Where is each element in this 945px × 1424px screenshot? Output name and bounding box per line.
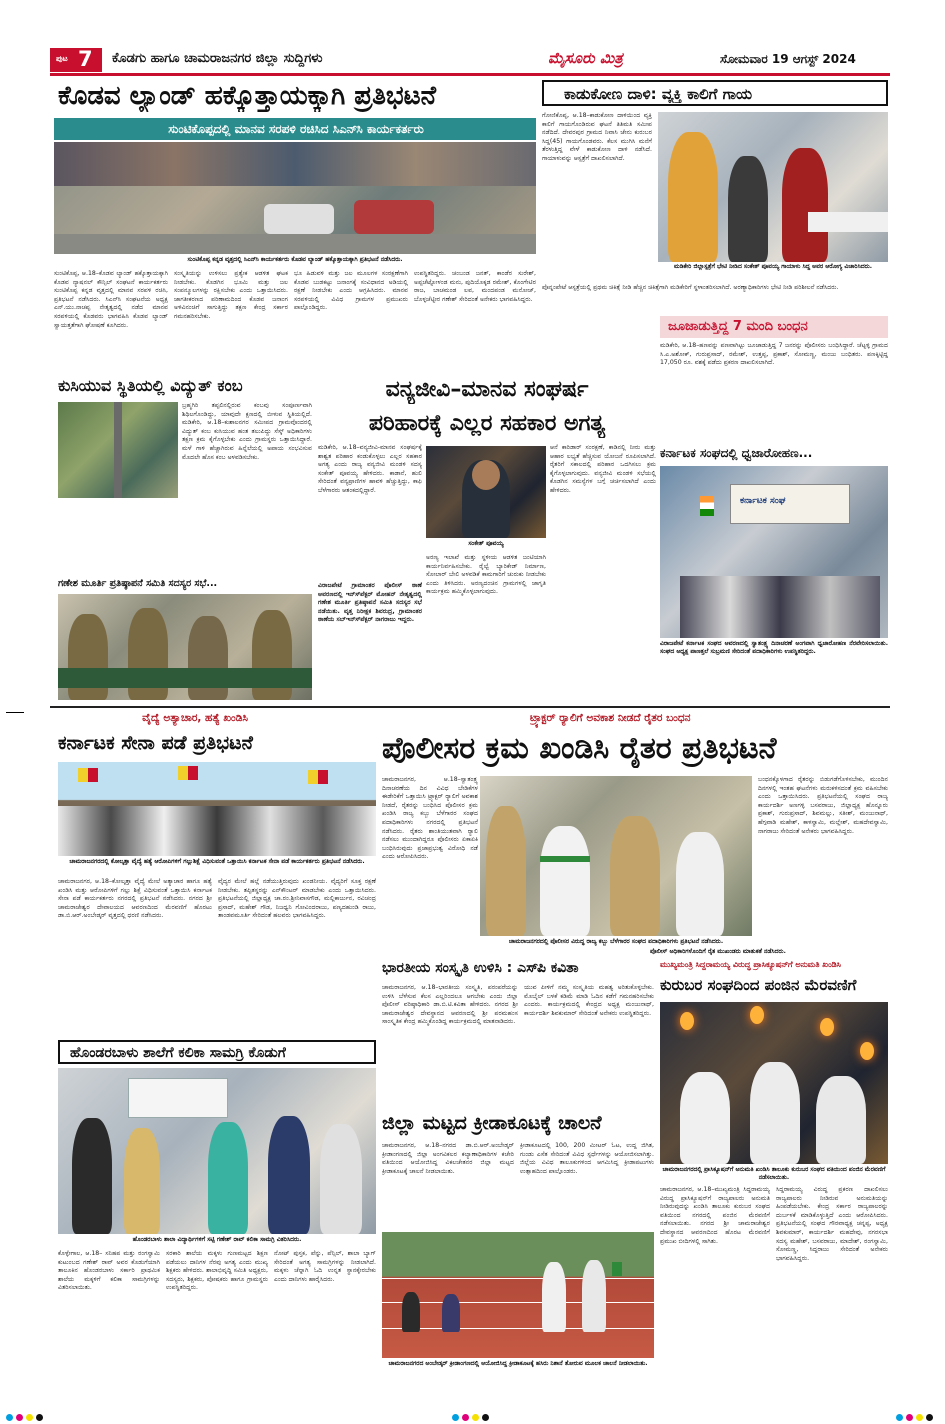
b5-body-col3: ನೋಟ್ ಪುಸ್ತಕ, ಪೆನ್ನು, ಪೆನ್ಸಿಲ್, ಶಾಲಾ ಬ್ಯಾಗ್ ಸೇರಿದಂತೆ ಅಗತ್ಯ ಸಾಮಗ್ರಿಗಳನ್ನು ನೀಡಲಾಗಿದೆ. ಮಕ್ಕಳು ಚೆನ್ನಾಗಿ ಓದಿ ಉನ್ನತ ಸ್ಥಾನಕ್ಕೇರಬೇಕು ಎಂದು ದಾನಿಗಳು ಹಾರೈಸಿದರು.	[274, 1250, 376, 1283]
b2-body-col1: ಚಾಮರಾಜನಗರ, ಆ.18–ಸ್ವಾತಂತ್ರ್ಯ ದಿನಾಚರಣೆಯ ದಿನ ವಿವಿಧ ಬೇಡಿಕೆಗಳ ಈಡೇರಿಕೆಗೆ ಒತ್ತಾಯಿಸಿ ಟ್ರ್ಯಾಕ್ಟರ್ ರ‍್ಯಾಲಿಗೆ ಅವಕಾಶ ನೀಡದೆ, ರೈತರನ್ನು ಬಂಧಿಸಿದ ಪೊಲೀಸರ ಕ್ರಮ ಖಂಡಿಸಿ ರಾಜ್ಯ ಕಬ್ಬು ಬೆಳೆಗಾರರ ಸಂಘದ ಪದಾಧಿಕಾರಿಗಳು ನಗರದಲ್ಲಿ ಪ್ರತಿಭಟನೆ ನಡೆಸಿದರು. ರೈತರು ಶಾಂತಿಯುತವಾಗಿ ರ‍್ಯಾಲಿ ನಡೆಸಲು ಮುಂದಾಗಿದ್ದರೂ ಪೊಲೀಸರು ಏಕಾಏಕಿ ಬಂಧಿಸಿರುವುದು ಪ್ರಜಾಪ್ರಭುತ್ವ ವಿರೋಧಿ ನಡೆ ಎಂದು ಆರೋಪಿಸಿದರು.	[382, 776, 478, 861]
b4-photo	[660, 1002, 888, 1164]
b2-photo	[480, 776, 752, 936]
a7-caption: ವಿರಾಜಪೇಟೆ ಗ್ರಾಮಾಂತರ ಪೊಲೀಸ್ ಠಾಣೆ ಆವರಣದಲ್ಲಿ ಇನ್ಸ್‍ಪೆಕ್ಟರ್ ಮೋಹನ್ ನೇತೃತ್ವದಲ್ಲಿ ಗಣೇಶ ಮೂರ್ತಿ ಪ್ರತಿಷ್ಠಾಪನೆ ಸಮಿತಿ ಸದಸ್ಯರ ಸಭೆ ನಡೆಯಿತು. ವೃತ್ತ ನಿರೀಕ್ಷಕ ಶಿವರುದ್ರ, ಗ್ರಾಮಾಂತರ ಠಾಣೆಯ ಸಬ್‍ಇನ್ಸ್‍ಪೆಕ್ಟರ್ ನಾಗರಾಜು ಇದ್ದರು.	[318, 582, 422, 624]
masthead-rule	[50, 73, 890, 76]
b4-caption: ಚಾಮರಾಜನಗರದಲ್ಲಿ ಪ್ರಾಸಿಕ್ಯೂಷನ್‍ಗೆ ಅನುಮತಿ ಖಂಡಿಸಿ ತಾಲೂಕು ಕುರುಬರ ಸಂಘದ ವತಿಯಿಂದ ಪಂಜಿನ ಮೆರವಣಿಗೆ ನಡೆಸಲಾಯಿತು.	[662, 1166, 886, 1181]
b5-body-col1: ಕೊಳ್ಳೇಗಾಲ, ಆ.18– ಸನಿಹಪ ಮತ್ತು ರಂಗಸ್ವಾಮಿ ಕುಟುಂಬದ ಗಣೇಶ್ ರಾವ್ ಅವರ ಕೊಡುಗೆಯಾಗಿ ತಾಲೂಕಿನ ಹೊಂಡರಬಾಳು ಸರ್ಕಾರಿ ಪ್ರಾಥಮಿಕ ಶಾಲೆಯ ಮಕ್ಕಳಿಗೆ ಕಲಿಕಾ ಸಾಮಗ್ರಿಗಳನ್ನು ವಿತರಿಸಲಾಯಿತು.	[58, 1250, 160, 1292]
a2-photo	[658, 112, 888, 262]
b1-kicker: ವೈದ್ಯೆ ಅತ್ಯಾಚಾರ, ಹತ್ಯೆ ಖಂಡಿಸಿ	[142, 712, 248, 724]
page-number-badge	[50, 48, 102, 72]
a4-caption: ವಿರಾಜಪೇಟೆ ಕರ್ನಾಟಕ ಸಂಘದ ಆವರಣದಲ್ಲಿ ಸ್ವಾತಂತ್ರ್ಯ ದಿನಾಚರಣೆ ಅಂಗವಾಗಿ ಧ್ವಜಾರೋಹಣ ನೆರವೇರಿಸಲಾಯಿತು. ಸಂಘದ ಅಧ್ಯಕ್ಷ ಪಾಣತ್ತಲೆ ಸುಬ್ರಮಣಿ ಸೇರಿದಂತೆ ಪದಾಧಿಕಾರಿಗಳು ಉಪಸ್ಥಿತರಿದ್ದರು.	[660, 640, 888, 655]
a1-photo	[54, 142, 536, 254]
a6-headline-line2: ಪರಿಹಾರಕ್ಕೆ ಎಲ್ಲರ ಸಹಕಾರ ಅಗತ್ಯ	[368, 411, 606, 436]
b2-caption2: ಪೊಲೀಸ್ ಅಧಿಕಾರಿಗಳೊಂದಿಗೆ ರೈತ ಮುಖಂಡರು ಮಾತುಕತೆ ನಡೆಸಿದರು.	[650, 948, 786, 955]
b5-headline: ಹೊಂಡರಬಾಳು ಶಾಲೆಗೆ ಕಲಿಕಾ ಸಾಮಗ್ರಿ ಕೊಡುಗೆ	[70, 1045, 286, 1061]
b3-headline: ಭಾರತೀಯ ಸಂಸ್ಕೃತಿ ಉಳಿಸಿ : ಎಸ್‍ಪಿ ಕವಿತಾ	[382, 960, 579, 976]
a1-body-col3: ಭೂ ಹಿಡುವಳಿ ಮತ್ತು ಜಲ ಮೂಲಗಳ ಸಂರಕ್ಷಣೆಗಾಗಿ ಕೊಡವ ಬುಡಕಟ್ಟು ಜನಾಂಗಕ್ಕೆ ಸಂವಿಧಾನದ ಅಡಿಯಲ್ಲಿ ರಕ್ಷಣೆ ನೀಡಬೇಕು ಎಂದು ಆಗ್ರಹಿಸಿದರು. ಮಾನವ ಸರಪಳಿಯಲ್ಲಿ ವಿವಿಧ ಗ್ರಾಮಗಳ ಪ್ರಮುಖರು ಪಾಲ್ಗೊಂಡಿದ್ದರು.	[294, 270, 408, 312]
a7-photo	[58, 594, 312, 700]
issue-date: ಸೋಮವಾರ 19 ಆಗಸ್ಟ್ 2024	[720, 52, 856, 66]
b2-body-col3: ಬಂಧನಕ್ಕೊಳಗಾದ ರೈತರನ್ನು ಬಿಡುಗಡೆಗೊಳಿಸಬೇಕು, ಮುಂದಿನ ದಿನಗಳಲ್ಲಿ ಇಂತಹ ಘಟನೆಗಳು ಮರುಕಳಿಸದಂತೆ ಕ್ರಮ ವಹಿಸಬೇಕು ಎಂದು ಒತ್ತಾಯಿಸಿದರು. ಪ್ರತಿಭಟನೆಯಲ್ಲಿ ಸಂಘದ ರಾಜ್ಯ ಕಾರ್ಯದರ್ಶಿ ಅಣಗಳ್ಳಿ ಬಸವರಾಜು, ಜಿಲ್ಲಾಧ್ಯಕ್ಷ ಹೊನ್ನೂರು ಪ್ರಕಾಶ್, ಗುರುಪ್ರಸಾದ್, ಶಿವಮಲ್ಲು, ಸತೀಶ್, ಮಂಜುನಾಥ್, ಹೆಗ್ಗವಾಡಿ ಮಹೇಶ್, ಕಾಳಸ್ವಾಮಿ, ಮಲ್ಲೇಶ್, ಮಹದೇವಸ್ವಾಮಿ, ನಾಗರಾಜು ಸೇರಿದಂತೆ ಅನೇಕರು ಭಾಗವಹಿಸಿದ್ದರು.	[758, 776, 888, 835]
a6-body-col2: ಅರಣ್ಯ ಇಲಾಖೆ ಮತ್ತು ಸ್ಥಳೀಯ ಆಡಳಿತ ಜಂಟಿಯಾಗಿ ಕಾರ್ಯನಿರ್ವಹಿಸಬೇಕು. ರೈಲ್ವೆ ಬ್ಯಾರಿಕೇಡ್ ನಿರ್ಮಾಣ, ಸೋಲಾರ್ ಬೇಲಿ ಅಳವಡಿಕೆ ಕಾಮಗಾರಿಗೆ ಚುರುಕು ನೀಡಬೇಕು ಎಂದು ತಿಳಿಸಿದರು. ಅರಣ್ಯದಂಚಿನ ಗ್ರಾಮಗಳಲ್ಲಿ ಜಾಗೃತಿ ಕಾರ್ಯಕ್ರಮ ಹಮ್ಮಿಕೊಳ್ಳಲಾಗುವುದು.	[426, 554, 546, 596]
b1-photo	[58, 762, 376, 856]
a2-headline-box	[542, 80, 888, 106]
a1-headline: ಕೊಡವ ಲ್ಯಾಂಡ್ ಹಕ್ಕೊತ್ತಾಯಕ್ಕಾಗಿ ಪ್ರತಿಭಟನೆ	[58, 81, 437, 111]
b2-headline: ಪೊಲೀಸರ ಕ್ರಮ ಖಂಡಿಸಿ ರೈತರ ಪ್ರತಿಭಟನೆ	[382, 731, 777, 766]
a4-sign: ಕರ್ನಾಟಕ ಸಂಘ	[740, 496, 786, 506]
b2-kicker: ಟ್ರ್ಯಾಕ್ಟರ್ ರ‍್ಯಾಲಿಗೆ ಅವಕಾಶ ನೀಡದೆ ರೈತರ ಬಂಧನ	[530, 712, 691, 724]
a1-body-col2: ಸಂಸ್ಕೃತಿಯನ್ನು ಉಳಿಸಲು ಪ್ರತ್ಯೇಕ ಆಡಳಿತ ಘಟಕ ನೀಡಬೇಕು. ಕೊಡಗಿನ ಭೂಮಿ ಮತ್ತು ಜಲ ಸಂಪನ್ಮೂಲಗಳನ್ನು ರಕ್ಷಿಸಬೇಕು ಎಂದು ಒತ್ತಾಯಿಸಿದರು. ಜಾಗತೀಕರಣದ ಪರಿಣಾಮದಿಂದ ಕೊಡವ ಜನಾಂಗ ಅಳಿವಿನಂಚಿಗೆ ಸಾಗುತ್ತಿದ್ದು ತಕ್ಷಣ ಕೇಂದ್ರ ಸರ್ಕಾರ ಗಮನಹರಿಸಬೇಕು.	[174, 270, 288, 320]
b6-caption: ಚಾಮರಾಜನಗರದ ಅಂಬೇಡ್ಕರ್ ಕ್ರೀಡಾಂಗಣದಲ್ಲಿ ಆಯೋಜಿಸಿದ್ದ ಕ್ರೀಡಾಕೂಟಕ್ಕೆ ಹಸಿರು ನಿಶಾನೆ ತೋರುವ ಮೂಲಕ ಚಾಲನೆ ನೀಡಲಾಯಿತು.	[388, 1360, 648, 1367]
b1-headline: ಕರ್ನಾಟಕ ಸೇನಾ ಪಡೆ ಪ್ರತಿಭಟನೆ	[58, 732, 253, 754]
section-title: ಕೊಡಗು ಹಾಗೂ ಚಾಮರಾಜನಗರ ಜಿಲ್ಲಾ ಸುದ್ದಿಗಳು	[112, 51, 323, 66]
a1-body-col4: ಉಪಸ್ಥಿತರಿದ್ದರು. ಚಂಬಂಡ ಜನತ್, ಕಾಂಡೆರ ಸುರೇಶ್, ಅಪ್ಪಚೆಟ್ಟೋಳಂಡ ಮನು, ಪುದಿಯೊಕ್ಕಡ ರಮೇಶ್, ಕೊಂಗೇಟಿರ ರಾಜ, ಬಾಚಮಂಡ ಲವ, ಮಂದಪಂಡ ಮನೋಜ್, ಬೊಳ್ಳಚೆಟ್ಟೀರ ಗಣೇಶ್ ಸೇರಿದಂತೆ ಅನೇಕರು ಭಾಗವಹಿಸಿದ್ದರು.	[414, 270, 536, 303]
page-label: ಪುಟ	[56, 54, 68, 63]
a6-headline-line1: ವನ್ಯಜೀವಿ–ಮಾನವ ಸಂಘರ್ಷ	[385, 377, 589, 402]
a6-portrait	[426, 446, 546, 538]
a4-headline: ಕರ್ನಾಟಕ ಸಂಘದಲ್ಲಿ ಧ್ವಜಾರೋಹಣ...	[660, 446, 813, 460]
a5-photo	[58, 402, 178, 498]
a4-photo	[660, 466, 888, 638]
a2-headline: ಕಾಡುಕೋಣ ದಾಳಿ: ವ್ಯಕ್ತಿ ಕಾಲಿಗೆ ಗಾಯ	[564, 85, 753, 103]
b6-body-col2: ಕ್ರೀಡಾಕೂಟದಲ್ಲಿ 100, 200 ಮೀಟರ್ ಓಟ, ಉದ್ದ ಜಿಗಿತ, ಗುಂಡು ಎಸೆತ ಸೇರಿದಂತೆ ವಿವಿಧ ಸ್ಪರ್ಧೆಗಳನ್ನು ಆಯೋಜಿಸಲಾಗಿತ್ತು. ಜಿಲ್ಲೆಯ ವಿವಿಧ ತಾಲೂಕುಗಳಿಂದ ಆಗಮಿಸಿದ್ದ ಕ್ರೀಡಾಪಟುಗಳು ಉತ್ಸಾಹದಿಂದ ಪಾಲ್ಗೊಂಡರು.	[520, 1142, 654, 1175]
top-bottom-divider	[50, 706, 890, 708]
a6-portrait-caption: ಸಂಕೇತ್ ಪೂವಯ್ಯ	[468, 540, 504, 547]
paper-logo: ಮೈಸೂರು ಮಿತ್ರ	[548, 49, 623, 67]
b4-body-col2: ಸಿದ್ದರಾಮಯ್ಯ ವಿರುದ್ಧ ಪ್ರಕರಣ ದಾಖಲಿಸಲು ರಾಜ್ಯಪಾಲರು ನೀಡಿರುವ ಅನುಮತಿಯನ್ನು ಹಿಂಪಡೆಯಬೇಕು. ಕೇಂದ್ರ ಸರ್ಕಾರ ರಾಜ್ಯಪಾಲರನ್ನು ದುರ್ಬಳಕೆ ಮಾಡಿಕೊಳ್ಳುತ್ತಿದೆ ಎಂದು ಆರೋಪಿಸಿದರು. ಪ್ರತಿಭಟನೆಯಲ್ಲಿ ಸಂಘದ ಗೌರವಾಧ್ಯಕ್ಷ ಚನ್ನಪ್ಪ, ಅಧ್ಯಕ್ಷ ಶಿವಕುಮಾರ್, ಕಾರ್ಯದರ್ಶಿ ಮಹದೇವು, ನಗರಸಭಾ ಸದಸ್ಯ ಮಹೇಶ್, ಬಸವರಾಜು, ಮಾದೇಶ್, ರಂಗಸ್ವಾಮಿ, ಸೋಮಣ್ಣ, ಸಿದ್ದರಾಜು ಸೇರಿದಂತೆ ಅನೇಕರು ಭಾಗವಹಿಸಿದ್ದರು.	[776, 1186, 888, 1262]
a1-caption: ಸುಂಟಿಕೊಪ್ಪ ಕನ್ನಡ ವೃತ್ತದಲ್ಲಿ ಸಿಎನ್‍ಸಿ ಕಾರ್ಯಕರ್ತರು ಕೊಡವ ಲ್ಯಾಂಡ್ ಹಕ್ಕೊತ್ತಾಯಕ್ಕಾಗಿ ಪ್ರತಿಭಟನೆ ನಡೆಸಿದರು.	[187, 256, 403, 263]
b4-kicker: ಮುಖ್ಯಮಂತ್ರಿ ಸಿದ್ದರಾಮಯ್ಯ ವಿರುದ್ಧ ಪ್ರಾಸಿಕ್ಯೂಷನ್‍ಗೆ ಅನುಮತಿ ಖಂಡಿಸಿ	[660, 960, 841, 969]
a1-subhead-bar	[54, 118, 536, 140]
page-number: 7	[78, 47, 93, 71]
b6-headline: ಜಿಲ್ಲಾ ಮಟ್ಟದ ಕ್ರೀಡಾಕೂಟಕ್ಕೆ ಚಾಲನೆ	[382, 1112, 602, 1134]
b4-body-col1: ಚಾಮರಾಜನಗರ, ಆ.18–ಮುಖ್ಯಮಂತ್ರಿ ಸಿದ್ದರಾಮಯ್ಯ ವಿರುದ್ಧ ಪ್ರಾಸಿಕ್ಯೂಷನ್‍ಗೆ ರಾಜ್ಯಪಾಲರು ಅನುಮತಿ ನೀಡಿರುವುದನ್ನು ಖಂಡಿಸಿ ತಾಲೂಕು ಕುರುಬರ ಸಂಘದ ವತಿಯಿಂದ ನಗರದಲ್ಲಿ ಪಂಜಿನ ಮೆರವಣಿಗೆ ನಡೆಸಲಾಯಿತು. ನಗರದ ಶ್ರೀ ಚಾಮರಾಜೇಶ್ವರ ದೇವಸ್ಥಾನದ ಆವರಣದಿಂದ ಹೊರಟ ಮೆರವಣಿಗೆ ಪ್ರಮುಖ ಬೀದಿಗಳಲ್ಲಿ ಸಾಗಿತು.	[660, 1186, 770, 1245]
color-registration-marks-left	[6, 1406, 46, 1424]
a1-body-col1: ಸುಂಟಿಕೊಪ್ಪ, ಆ.18–ಕೊಡವ ಲ್ಯಾಂಡ್ ಹಕ್ಕೊತ್ತಾಯಕ್ಕಾಗಿ ಕೊಡವ ನ್ಯಾಷನಲ್ ಕೌನ್ಸಿಲ್ ಸಂಘಟನೆ ಕಾರ್ಯಕರ್ತರು ಸುಂಟಿಕೊಪ್ಪ ಕನ್ನಡ ವೃತ್ತದಲ್ಲಿ ಮಾನವ ಸರಪಳಿ ರಚಿಸಿ, ಪ್ರತಿಭಟನೆ ನಡೆಸಿದರು. ಸಿಎನ್‍ಸಿ ಸಂಘಟನೆಯ ಅಧ್ಯಕ್ಷ ಎನ್.ಯು.ನಾಚಪ್ಪ ನೇತೃತ್ವದಲ್ಲಿ ನಡೆದ ಮಾನವ ಸರಪಳಿಯಲ್ಲಿ ಕೊಡವರು ಭಾಗವಹಿಸಿ ಕೊಡವ ಲ್ಯಾಂಡ್ ಸ್ವಾಯತ್ತತೆಗಾಗಿ ಘೋಷಣೆ ಕೂಗಿದರು.	[54, 270, 168, 329]
crop-mark-left	[6, 712, 24, 713]
b5-photo	[58, 1068, 376, 1234]
b1-body-col1: ಚಾಮರಾಜನಗರ, ಆ.18–ಕೋಲ್ಕತ್ತಾ ವೈದ್ಯೆ ಮೇಲೆ ಅತ್ಯಾಚಾರ ಹಾಗೂ ಹತ್ಯೆ ಖಂಡಿಸಿ ಮತ್ತು ಆರೋಪಿಗಳಿಗೆ ಗಲ್ಲು ಶಿಕ್ಷೆ ವಿಧಿಸುವಂತೆ ಒತ್ತಾಯಿಸಿ ಕರ್ನಾಟಕ ಸೇನಾ ಪಡೆ ಕಾರ್ಯಕರ್ತರು ನಗರದಲ್ಲಿ ಪ್ರತಿಭಟನೆ ನಡೆಸಿದರು. ನಗರದ ಶ್ರೀ ಚಾಮರಾಜೇಶ್ವರ ದೇವಾಲಯದ ಆವರಣದಿಂದ ಮೆರವಣಿಗೆ ಹೊರಟು ಡಾ.ಬಿ.ಆರ್.ಅಂಬೇಡ್ಕರ್ ವೃತ್ತದಲ್ಲಿ ಧರಣಿ ನಡೆಸಿದರು.	[58, 878, 212, 920]
b6-body-col1: ಚಾಮರಾಜನಗರ, ಆ.18–ನಗರದ ಡಾ.ಬಿ.ಆರ್.ಅಂಬೇಡ್ಕರ್ ಕ್ರೀಡಾಂಗಣದಲ್ಲಿ ಜಿಲ್ಲಾ ಅಂಗವಿಕಲರ ಕಲ್ಯಾಣಾಧಿಕಾರಿಗಳ ಕಚೇರಿ ವತಿಯಿಂದ ಆಯೋಜಿಸಿದ್ದ ವಿಕಲಚೇತನರ ಜಿಲ್ಲಾ ಮಟ್ಟದ ಕ್ರೀಡಾಕೂಟಕ್ಕೆ ಚಾಲನೆ ನೀಡಲಾಯಿತು.	[382, 1142, 514, 1175]
a1-subhead: ಸುಂಟಿಕೊಪ್ಪದಲ್ಲಿ ಮಾನವ ಸರಪಳಿ ರಚಿಸಿದ ಸಿಎನ್‍ಸಿ ಕಾರ್ಯಕರ್ತರು	[168, 122, 424, 136]
a2-caption: ಮಡಿಕೇರಿ ಜಿಲ್ಲಾಸ್ಪತ್ರೆಗೆ ಭೇಟಿ ನೀಡಿದ ಸಂಕೇತ್ ಪೂವಯ್ಯ ಗಾಯಾಳು ಸಿದ್ದ ಅವರ ಆರೋಗ್ಯ ವಿಚಾರಿಸಿದರು.	[673, 263, 873, 270]
b4-headline: ಕುರುಬರ ಸಂಘದಿಂದ ಪಂಜಿನ ಮೆರವಣಿಗೆ	[660, 976, 857, 994]
a3-headline: ಜೂಜಾಡುತ್ತಿದ್ದ 7 ಮಂದಿ ಬಂಧನ	[668, 319, 808, 334]
a2-body-col2: ಪೊನ್ನಂಪೇಟೆ ಆಸ್ಪತ್ರೆಯಲ್ಲಿ ಪ್ರಥಮ ಚಿಕಿತ್ಸೆ ನೀಡಿ ಹೆಚ್ಚಿನ ಚಿಕಿತ್ಸೆಗಾಗಿ ಮಡಿಕೇರಿಗೆ ಸ್ಥಳಾಂತರಿಸಲಾಗಿದೆ. ಅರಣ್ಯಾಧಿಕಾರಿಗಳು ಭೇಟಿ ನೀಡಿ ಪರಿಶೀಲನೆ ನಡೆಸಿದರು.	[542, 284, 839, 291]
a6-body-col1: ಮಡಿಕೇರಿ, ಆ.18–ವನ್ಯಜೀವಿ-ಮಾನವ ಸಂಘರ್ಷಕ್ಕೆ ಶಾಶ್ವತ ಪರಿಹಾರ ಕಂಡುಕೊಳ್ಳಲು ಎಲ್ಲರ ಸಹಕಾರ ಅಗತ್ಯ ಎಂದು ರಾಜ್ಯ ವನ್ಯಜೀವಿ ಮಂಡಳಿ ಸದಸ್ಯ ಸಂಕೇತ್ ಪೂವಯ್ಯ ಹೇಳಿದರು. ಕಾಡಾನೆ, ಹುಲಿ ಸೇರಿದಂತೆ ವನ್ಯಪ್ರಾಣಿಗಳ ಹಾವಳಿ ಹೆಚ್ಚುತ್ತಿದ್ದು, ಕಾಫಿ ಬೆಳೆಗಾರರು ಆತಂಕದಲ್ಲಿದ್ದಾರೆ.	[318, 444, 422, 494]
a5-body: ಬ್ರಹ್ಮಗಿರಿ ತಪ್ಪಲಿನಲ್ಲಿರುವ ಕಂಬವು ಸಂಪೂರ್ಣವಾಗಿ ಶಿಥಿಲಗೊಂಡಿದ್ದು, ಯಾವುದೇ ಕ್ಷಣದಲ್ಲಿ ಬೀಳುವ ಸ್ಥಿತಿಯಲ್ಲಿದೆ. ಮಡಿಕೇರಿ, ಆ.18–ಕುಶಾಲನಗರ ಸಮೀಪದ ಗ್ರಾಮವೊಂದರಲ್ಲಿ ವಿದ್ಯುತ್ ಕಂಬ ಕುಸಿಯುವ ಹಂತ ತಲುಪಿದ್ದು ಸೆಸ್ಕ್ ಅಧಿಕಾರಿಗಳು ತಕ್ಷಣ ಕ್ರಮ ಕೈಗೊಳ್ಳಬೇಕು ಎಂದು ಗ್ರಾಮಸ್ಥರು ಒತ್ತಾಯಿಸಿದ್ದಾರೆ. ಮಳೆ ಗಾಳಿ ಹೆಚ್ಚಾಗಿರುವ ಹಿನ್ನೆಲೆಯಲ್ಲಿ ಅಪಾಯ ಸಂಭವಿಸುವ ಮೊದಲೇ ಹೊಸ ಕಂಬ ಅಳವಡಿಸಬೇಕು.	[182, 402, 312, 461]
a7-headline: ಗಣೇಶ ಮೂರ್ತಿ ಪ್ರತಿಷ್ಠಾಪನೆ ಸಮಿತಿ ಸದಸ್ಯರ ಸಭೆ...	[58, 578, 218, 589]
b5-body-col2: ಸರಕಾರಿ ಶಾಲೆಯ ಮಕ್ಕಳು ಗುಣಮಟ್ಟದ ಶಿಕ್ಷಣ ಪಡೆಯಲು ದಾನಿಗಳ ನೆರವು ಅಗತ್ಯ ಎಂದು ಮುಖ್ಯ ಶಿಕ್ಷಕರು ಹೇಳಿದರು. ಶಾಲಾಭಿವೃದ್ಧಿ ಸಮಿತಿ ಅಧ್ಯಕ್ಷರು, ಸದಸ್ಯರು, ಶಿಕ್ಷಕರು, ಪೋಷಕರು ಹಾಗೂ ಗ್ರಾಮಸ್ಥರು ಉಪಸ್ಥಿತರಿದ್ದರು.	[166, 1250, 268, 1292]
b5-headline-box	[58, 1040, 376, 1064]
b3-body-col2: ಯುವ ಪೀಳಿಗೆ ನಮ್ಮ ಸಂಸ್ಕೃತಿಯ ಮಹತ್ವ ಅರಿತುಕೊಳ್ಳಬೇಕು. ಮೊಬೈಲ್ ಬಳಕೆ ಕಡಿಮೆ ಮಾಡಿ ಓದಿನ ಕಡೆಗೆ ಗಮನಹರಿಸಬೇಕು ಎಂದರು. ಕಾರ್ಯಕ್ರಮದಲ್ಲಿ ಕೇಂದ್ರದ ಅಧ್ಯಕ್ಷ ಮಂಜುನಾಥ್, ಕಾರ್ಯದರ್ಶಿ ಶಿವಕುಮಾರ್ ಸೇರಿದಂತೆ ಅನೇಕರು ಉಪಸ್ಥಿತರಿದ್ದರು.	[524, 984, 654, 1017]
b1-body-col2: ವೈದ್ಯರ ಮೇಲೆ ಹಲ್ಲೆ ನಡೆಯುತ್ತಿರುವುದು ಖಂಡನೀಯ. ವೈದ್ಯರಿಗೆ ಸೂಕ್ತ ರಕ್ಷಣೆ ನೀಡಬೇಕು. ತಪ್ಪಿತಸ್ಥರನ್ನು ಎನ್‍ಕೌಂಟರ್ ಮಾಡಬೇಕು ಎಂದು ಒತ್ತಾಯಿಸಿದರು. ಪ್ರತಿಭಟನೆಯಲ್ಲಿ ಜಿಲ್ಲಾಧ್ಯಕ್ಷ ಚಾ.ರಂ.ಶ್ರೀನಿವಾಸಗೌಡ, ಮಲ್ಲಿಕಾರ್ಜುನ, ರವಿಚಂದ್ರ ಪ್ರಸಾದ್, ಮಹೇಶ್ ಗೌಡ, ನಿಜಧ್ವನಿ ಗೋವಿಂದರಾಜು, ಪಣ್ಯದಹುಂಡಿ ರಾಜು, ತಾಂಡವಮೂರ್ತಿ ಸೇರಿದಂತೆ ಹಲವರು ಭಾಗವಹಿಸಿದ್ದರು.	[218, 878, 376, 920]
a5-headline: ಕುಸಿಯುವ ಸ್ಥಿತಿಯಲ್ಲಿ ವಿದ್ಯುತ್ ಕಂಬ	[58, 376, 243, 395]
a3-body: ಮಡಿಕೇರಿ, ಆ.18–ಹಣವನ್ನು ಪಣವಾಗಿಟ್ಟು ಜೂಜಾಡುತ್ತಿದ್ದ 7 ಜನರನ್ನು ಪೊಲೀಸರು ಬಂಧಿಸಿದ್ದಾರೆ. ಚೆಟ್ಟಳ್ಳಿ ಗ್ರಾಮದ ಸಿ.ಎ.ಅಶೋಕ್, ಗುರುಪ್ರಸಾದ್, ರಮೇಶ್, ಉತ್ತಪ್ಪ, ಪ್ರಕಾಶ್, ಸೋಮಣ್ಣ, ಮಂಜು ಬಂಧಿತರು. ಪಣಕ್ಕಿಟ್ಟಿದ್ದ 17,050 ರೂ. ವಶಕ್ಕೆ ಪಡೆದು ಪ್ರಕರಣ ದಾಖಲಿಸಲಾಗಿದೆ.	[660, 342, 888, 367]
b6-photo	[382, 1232, 654, 1358]
b1-caption: ಚಾಮರಾಜನಗರದಲ್ಲಿ ಕೋಲ್ಕತ್ತಾ ವೈದ್ಯೆ ಹತ್ಯೆ ಆರೋಪಿಗಳಿಗೆ ಗಲ್ಲುಶಿಕ್ಷೆ ವಿಧಿಸುವಂತೆ ಒತ್ತಾಯಿಸಿ ಕರ್ನಾಟಕ ಸೇನಾ ಪಡೆ ಕಾರ್ಯಕರ್ತರು ಪ್ರತಿಭಟನೆ ನಡೆಸಿದರು.	[69, 858, 365, 865]
b5-caption: ಹೊಂಡರಬಾಳು ಶಾಲಾ ವಿದ್ಯಾರ್ಥಿಗಳಿಗೆ ಸಟ್ಟಿ ಗಣೇಶ್ ರಾವ್ ಕಲಿಕಾ ಸಾಮಗ್ರಿ ವಿತರಿಸಿದರು.	[132, 1236, 302, 1243]
b3-body-col1: ಚಾಮರಾಜನಗರ, ಆ.18–ಭಾರತೀಯ ಸಂಸ್ಕೃತಿ, ಪರಂಪರೆಯನ್ನು ಉಳಿಸಿ ಬೆಳೆಸುವ ಕೆಲಸ ಎಲ್ಲರಿಂದಲೂ ಆಗಬೇಕು ಎಂದು ಜಿಲ್ಲಾ ಪೊಲೀಸ್ ವರಿಷ್ಠಾಧಿಕಾರಿ ಡಾ.ಬಿ.ಟಿ.ಕವಿತಾ ಹೇಳಿದರು. ನಗರದ ಶ್ರೀ ಚಾಮರಾಜೇಶ್ವರ ದೇವಸ್ಥಾನದ ಆವರಣದಲ್ಲಿ ಶ್ರೀ ಪರಮಹಂಸ ಸಾಂಸ್ಕೃತಿಕ ಕೇಂದ್ರ ಹಮ್ಮಿಕೊಂಡಿದ್ದ ಕಾರ್ಯಕ್ರಮದಲ್ಲಿ ಮಾತನಾಡಿದರು.	[382, 984, 518, 1026]
b2-caption1: ಚಾಮರಾಜನಗರದಲ್ಲಿ ಪೊಲೀಸರ ವಿರುದ್ಧ ರಾಜ್ಯ ಕಬ್ಬು ಬೆಳೆಗಾರರ ಸಂಘದ ಪದಾಧಿಕಾರಿಗಳು ಪ್ರತಿಭಟನೆ ನಡೆಸಿದರು.	[508, 938, 724, 945]
color-registration-marks-right	[896, 1406, 936, 1424]
a3-headline-bar	[660, 316, 888, 338]
color-registration-marks-center	[452, 1406, 492, 1424]
masthead	[50, 48, 890, 72]
a2-body-col1: ಗೋಣಿಕೊಪ್ಪ, ಆ.18–ಕಾಡುಕೋಣ ದಾಳಿಯಿಂದ ವ್ಯಕ್ತಿ ಕಾಲಿಗೆ ಗಾಯಗೊಂಡಿರುವ ಘಟನೆ ತಿತಿಮತಿ ಸಮೀಪ ನಡೆದಿದೆ. ದೇವರಪುರ ಗ್ರಾಮದ ನಿವಾಸಿ ಜೇನು ಕುರುಬರ ಸಿದ್ದ(45) ಗಾಯಗೊಂಡವರು. ಕೆಲಸ ಮುಗಿಸಿ ಮನೆಗೆ ತೆರಳುತ್ತಿದ್ದ ವೇಳೆ ಕಾಡುಕೋಣ ದಾಳಿ ನಡೆಸಿದೆ. ಗಾಯಾಳುವನ್ನು ಆಸ್ಪತ್ರೆಗೆ ದಾಖಲಿಸಲಾಗಿದೆ.	[542, 112, 652, 162]
a6-body-col3: ಆನೆ ಕಾರಿಡಾರ್ ಸಂರಕ್ಷಣೆ, ಕಾಡಿನಲ್ಲಿ ನೀರು ಮತ್ತು ಆಹಾರ ಲಭ್ಯತೆ ಹೆಚ್ಚಿಸುವ ಯೋಜನೆ ರೂಪಿಸಲಾಗಿದೆ. ರೈತರಿಗೆ ಸಕಾಲದಲ್ಲಿ ಪರಿಹಾರ ಒದಗಿಸಲು ಕ್ರಮ ಕೈಗೊಳ್ಳಲಾಗುವುದು. ವನ್ಯಜೀವಿ ಮಂಡಳಿ ಸಭೆಯಲ್ಲಿ ಕೊಡಗಿನ ಸಮಸ್ಯೆಗಳ ಬಗ್ಗೆ ಚರ್ಚಿಸಲಾಗಿದೆ ಎಂದು ಹೇಳಿದರು.	[550, 444, 656, 494]
